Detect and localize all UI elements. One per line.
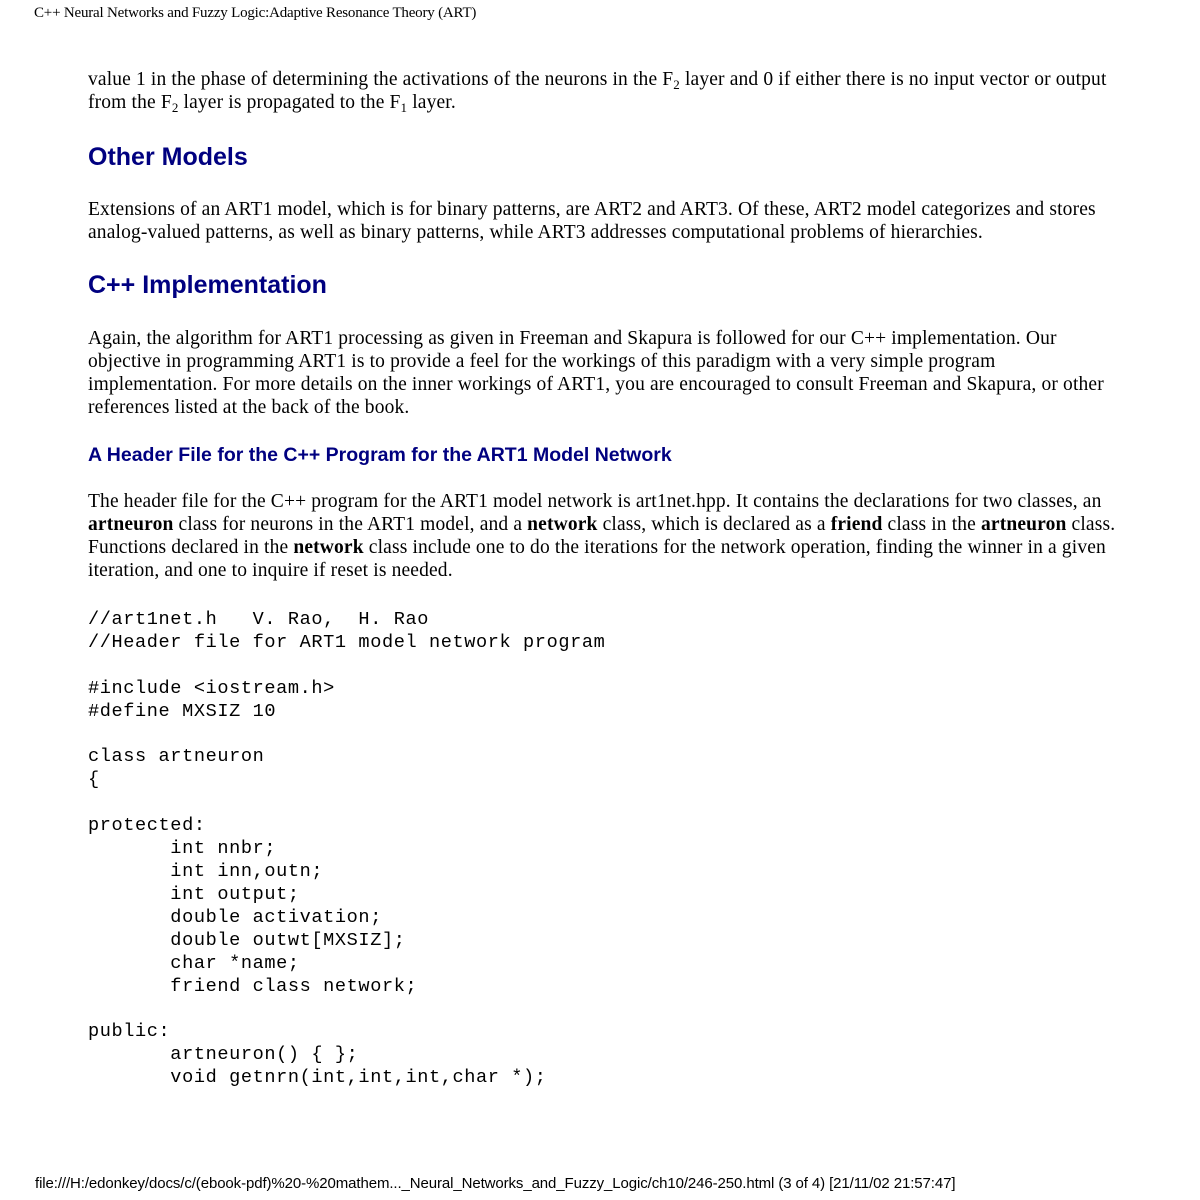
intro-paragraph: value 1 in the phase of determining the activations of the neurons in the $F_2$ layer and 0 if either there is no input vector or output from the $F_2$ layer is propagated to the $F_1$ layer. — [88, 69, 1107, 115]
page-footer: file:///H:/edonkey/docs/c/(ebook-pdf)%20-%20mathem..._Neural_Networks_and_Fuzzy_Logic/ch10/246-250.html (3 of 4) [21/11/02 21:57:47] — [35, 1175, 956, 1192]
heading-cpp-implementation: C++ Implementation — [88, 271, 327, 299]
heading-other-models: Other Models — [88, 143, 248, 171]
document-body — [88, 68, 1118, 1090]
header-file-paragraph: The header file for the C++ program for the ART1 model network is art1net.hpp. It contains the declarations for two classes, an artneuron class for neurons in the ART1 model, and a network class, which is declared as a friend class in the artneuron class. Functions declared in the network class include one to do the iterations for the network operation, finding the winner in a given iteration, and one to inquire if reset is needed. — [88, 491, 1116, 581]
cpp-implementation-paragraph: Again, the algorithm for ART1 processing as given in Freeman and Skapura is followed for our C++ implementation. Our objective in programming ART1 is to provide a feel for the workings of this paradigm with a very simple program implementation. For more details on the inner workings of ART1, you are encouraged to consult Freeman and Skapura, or other references listed at the back of the book. — [88, 328, 1104, 418]
page-header: C++ Neural Networks and Fuzzy Logic:Adaptive Resonance Theory (ART) — [34, 5, 477, 21]
heading-header-file: A Header File for the C++ Program for the ART1 Model Network — [88, 444, 672, 466]
code-listing: //art1net.h V. Rao, H. Rao //Header file for ART1 model network program #include <iostream.h> #define MXSIZ 10 class artneuron { protected: int nnbr; int inn,outn; int output; double activation; double outwt[MXSIZ]; char *name; friend class network; public: artneuron() { }; void getnrn(int,int,int,char *); — [88, 609, 606, 1089]
other-models-paragraph: Extensions of an ART1 model, which is for binary patterns, are ART2 and ART3. Of these, ART2 model categorizes and stores analog-valued patterns, as well as binary patterns, while ART3 addresses computational problems of hierarchies. — [88, 199, 1096, 243]
